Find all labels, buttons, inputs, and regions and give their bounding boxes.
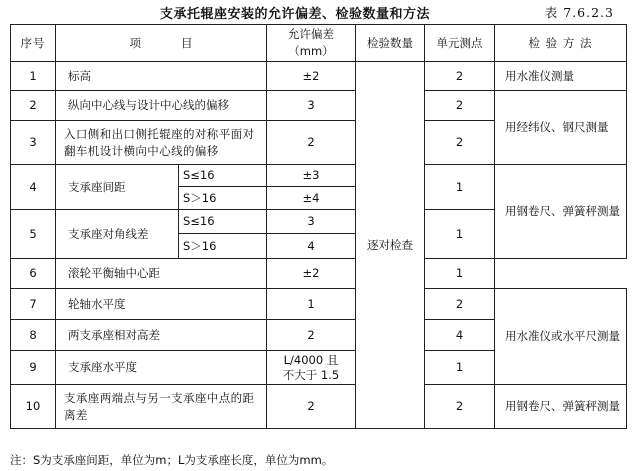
cell-points: 1	[425, 259, 495, 289]
cell-condition: S≤16	[179, 165, 267, 187]
cell-points: 2	[425, 385, 495, 429]
tolerance-table	[10, 24, 627, 429]
header-seq: 序号	[11, 25, 56, 62]
cell-item: 支承座间距	[56, 165, 179, 210]
cell-points: 2	[425, 62, 495, 91]
cell-item: 纵向中心线与设计中心线的偏移	[56, 91, 267, 121]
cell-seq: 3	[11, 121, 56, 165]
cell-condition: S＞16	[179, 234, 267, 259]
cell-tolerance: 3	[267, 91, 356, 121]
tolerance-line-1: L/4000 且	[283, 352, 339, 367]
table-row	[11, 259, 627, 289]
header-item	[56, 25, 267, 62]
cell-tolerance: ±2	[267, 259, 356, 289]
cell-tolerance: 3	[267, 210, 356, 234]
cell-seq: 8	[11, 320, 56, 351]
cell-tolerance: 2	[267, 121, 356, 165]
cell-tolerance: 2	[267, 385, 356, 429]
cell-seq: 5	[11, 210, 56, 259]
header-item-b: 目	[181, 35, 193, 50]
cell-points: 4	[425, 320, 495, 351]
cell-method: 用水准仪测量	[495, 62, 627, 91]
cell-item: 轮轴水平度	[56, 289, 267, 320]
cell-seq: 4	[11, 165, 56, 210]
header-method: 检 验 方 法	[495, 25, 627, 62]
cell-item: 入口侧和出口侧托辊座的对称平面对翻车机设计横向中心线的偏移	[56, 121, 267, 165]
cell-seq: 9	[11, 351, 56, 385]
cell-points: 2	[425, 289, 495, 320]
table-row	[11, 91, 627, 121]
cell-method: 用钢卷尺、弹簧秤测量	[495, 385, 627, 429]
tolerance-line-2: 不大于 1.5	[282, 367, 340, 382]
cell-method: 用水准仪或水平尺测量	[495, 289, 627, 385]
cell-item: 标高	[56, 62, 267, 91]
cell-condition: S＞16	[179, 187, 267, 210]
table-code: 表 7.6.2.3	[544, 5, 614, 20]
cell-tolerance: 4	[267, 234, 356, 259]
cell-points: 2	[425, 121, 495, 165]
header-points: 单元测点	[425, 25, 495, 62]
cell-tolerance	[267, 351, 356, 385]
cell-method: 用经纬仪、钢尺测量	[495, 91, 627, 165]
cell-tolerance: ±3	[267, 165, 356, 187]
table-row	[11, 165, 627, 187]
cell-points: 2	[425, 91, 495, 121]
cell-tolerance: ±4	[267, 187, 356, 210]
cell-seq: 6	[11, 259, 56, 289]
cell-item: 支承座水平度	[56, 351, 267, 385]
table-title: 支承托辊座安装的允许偏差、检验数量和方法	[160, 7, 431, 22]
header-row	[11, 25, 627, 62]
cell-item: 两支承座相对高差	[56, 320, 267, 351]
cell-tolerance: ±2	[267, 62, 356, 91]
cell-tolerance: 1	[267, 289, 356, 320]
cell-seq: 10	[11, 385, 56, 429]
cell-points: 1	[425, 165, 495, 210]
cell-item: 支承座对角线差	[56, 210, 179, 259]
cell-quantity: 逐对检查	[356, 62, 425, 429]
cell-points: 1	[425, 351, 495, 385]
header-tolerance: 允许偏差（mm）	[267, 25, 356, 62]
cell-method: 用钢卷尺、弹簧秤测量	[495, 165, 627, 259]
cell-tolerance: 2	[267, 320, 356, 351]
table-row	[11, 289, 627, 320]
header-item-a: 项	[129, 35, 141, 50]
cell-seq: 2	[11, 91, 56, 121]
cell-points: 1	[425, 210, 495, 259]
table-title-bar	[0, 3, 632, 21]
table-row	[11, 385, 627, 429]
table-row	[11, 62, 627, 91]
cell-seq: 7	[11, 289, 56, 320]
table-note: 注：S为支承座间距，单位为m；L为支承座长度，单位为mm。	[10, 453, 334, 467]
cell-condition: S≤16	[179, 210, 267, 234]
header-quantity: 检验数量	[356, 25, 425, 62]
cell-item: 支承座两端点与另一支承座中点的距离差	[56, 385, 267, 429]
cell-seq: 1	[11, 62, 56, 91]
cell-item: 滚轮平衡轴中心距	[56, 259, 267, 289]
